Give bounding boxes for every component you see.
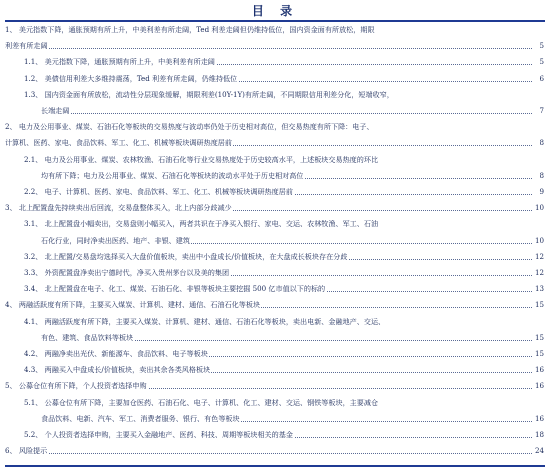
toc-entry[interactable] [41, 332, 544, 343]
toc-entry-text: 5.1、 公募仓位有所下降，主要加仓医药、石油石化、电子、计算机、化工、建材、交运、钢铁等板块，主要减仓 [24, 397, 379, 407]
toc-entry[interactable] [41, 105, 544, 116]
toc-entry[interactable] [24, 186, 544, 197]
toc-page-number: 18 [534, 430, 544, 439]
toc-entry-text: 利差有所走阔 [5, 41, 48, 51]
dot-leader [5, 48, 532, 49]
toc-entry[interactable] [24, 154, 544, 165]
toc-entry-text: 3、 北上配置盘先持续卖出后回流，交易盘整体买入，北上内部分歧减少 [5, 203, 232, 213]
toc-page-number: 15 [534, 332, 544, 342]
toc-page-number: 6 [539, 73, 544, 83]
toc-entry-text: 2.1、 电力及公用事业、煤炭、农林牧渔、石油石化等行业交易热度处于历史较高水平，上述板块交易热度的环比 [24, 154, 379, 164]
toc-entry-text: 1.2、 美债信用利差大多维持震荡，Ted 利差有所走阔，仍维持低位 [24, 73, 238, 83]
toc-page-number: 15 [534, 300, 544, 310]
toc-entry[interactable] [5, 299, 544, 310]
toc-entry-text: 1.3、 国内资金面有所放松，流动性分层现象缓解，期限利差(10Y-1Y)有所走阔，不同期限信用利差分化，短端收窄， [24, 89, 394, 99]
toc-entry-text: 长端走阔 [41, 106, 70, 115]
toc-entry-text: 1、 美元指数下降，通胀预期有所上升，中美利差有所走阔，Ted 利差走阔但仍维持低位，国内资金面有所放松，期限 [5, 25, 375, 34]
toc-page-number: 7 [539, 106, 544, 115]
toc-entry[interactable] [5, 445, 544, 456]
toc-page-number: 9 [539, 187, 544, 196]
dot-leader [5, 453, 532, 454]
toc-entry[interactable] [24, 364, 544, 375]
toc-page-number: 12 [534, 268, 544, 277]
toc-page-number: 12 [534, 251, 544, 261]
toc-entry[interactable] [24, 348, 544, 359]
toc-entry-text: 3.4、 北上配置盘在电子、化工、煤炭、石油石化、非银等板块主要挖掘 500 亿市值以下的标的 [24, 284, 326, 294]
toc-entry[interactable] [41, 170, 544, 181]
toc-entry-text: 2.2、 电子、计算机、医药、家电、食品饮料、军工、化工、机械等板块调研热度居前 [24, 187, 293, 196]
toc-entry[interactable] [24, 218, 544, 229]
toc-page-number: 16 [534, 381, 544, 391]
toc-entry-text: 5.2、 个人投资者选择申购，主要买入金融地产、医药、科技、周期等板块相关的基金 [24, 430, 293, 439]
toc-page-number: 16 [534, 365, 544, 375]
toc-entry-text: 3.1、 北上配置盘小幅卖出，交易盘则小幅买入，两者共识在于净买入银行、家电、交运、农林牧渔、军工、石油 [24, 219, 379, 229]
dot-leader [41, 113, 532, 114]
toc-entry-text: 3.2、 北上配置/交易盘均选择买入大盘价值板块，卖出中小盘成长/价值板块，在大盘成长板块存在分歧 [24, 251, 348, 261]
toc-entry-text: 4.1、 两融活跃度有所下降，主要买入煤炭、计算机、建材、通信、石油石化等板块，卖出电新、金融地产、交运、 [24, 316, 386, 326]
toc-entry[interactable] [5, 121, 544, 132]
title-divider [5, 20, 545, 22]
toc-entry-text: 2、 电力及公用事业、煤炭、石油石化等板块的交易热度与波动率仍处于历史相对高位，但交易热度有所下降：电子、 [5, 122, 374, 132]
toc-entry[interactable] [41, 235, 544, 246]
toc-entry-text: 3.3、 外资配置盘净卖出宁德时代，净买入贵州茅台以及美的集团 [24, 268, 230, 277]
toc-page-number: 24 [534, 446, 544, 456]
toc-page-number: 10 [534, 235, 544, 245]
toc-page-number: 5 [539, 57, 544, 67]
toc-entry-text: 6、 风险提示 [5, 446, 48, 456]
toc-page-number: 16 [534, 413, 544, 423]
toc-page-number: 15 [534, 349, 544, 358]
toc-page-number: 8 [539, 138, 544, 148]
toc-entry-text: 4.3、 两融买入中盘成长/价值板块，卖出其余各类风格板块 [24, 365, 211, 375]
page-title: 目 录 [251, 4, 299, 18]
toc-entry-text: 4、 两融活跃度有所下降，主要买入煤炭、计算机、建材、通信、石油石化等板块 [5, 300, 261, 310]
toc-entry[interactable] [24, 316, 544, 327]
toc-entry[interactable] [24, 397, 544, 408]
toc-page-number: 10 [534, 203, 544, 213]
toc-entry[interactable] [24, 251, 544, 262]
toc-entry-text: 有色、建筑、食品饮料等板块 [41, 332, 134, 342]
toc-entry-text: 4.2、 两融净卖出光伏、新能源车、食品饮料、电子等板块 [24, 349, 208, 358]
toc-page-number: 13 [534, 284, 544, 294]
toc-entry[interactable] [5, 24, 544, 35]
toc-entry-text: 计算机、医药、家电、食品饮料、军工、化工、机械等板块调研热度居前 [5, 138, 232, 148]
toc-entry[interactable] [5, 380, 544, 391]
toc-entry-text: 1.1、 美元指数下降，通胀预期有所上升，中美利差有所走阔 [24, 57, 215, 67]
bottom-divider [5, 465, 545, 467]
toc-entry[interactable] [24, 89, 544, 100]
toc-entry-text: 食品饮料、电新、汽车、军工、消费者服务、银行、有色等板块 [41, 413, 240, 423]
toc-entry[interactable] [24, 429, 544, 440]
toc-entry[interactable] [41, 413, 544, 424]
toc-entry[interactable] [24, 267, 544, 278]
toc-entry[interactable] [24, 73, 544, 84]
toc-entry[interactable] [5, 137, 544, 148]
toc-entry[interactable] [24, 283, 544, 294]
toc-entry-text: 均有所下降；电力及公用事业、煤炭、石油石化等板块的波动水平处于历史相对高位 [41, 170, 304, 180]
toc-page-number: 5 [539, 41, 544, 51]
toc-page-number: 8 [539, 170, 544, 180]
toc-entry[interactable] [24, 56, 544, 67]
toc-entry-text: 石化行业，同时净卖出医药、地产、非银、建筑 [41, 235, 190, 245]
toc-entry-text: 5、 公募仓位有所下降，个人投资者选择申购 [5, 381, 147, 391]
toc-entry[interactable] [5, 202, 544, 213]
toc-entry[interactable] [5, 40, 544, 51]
